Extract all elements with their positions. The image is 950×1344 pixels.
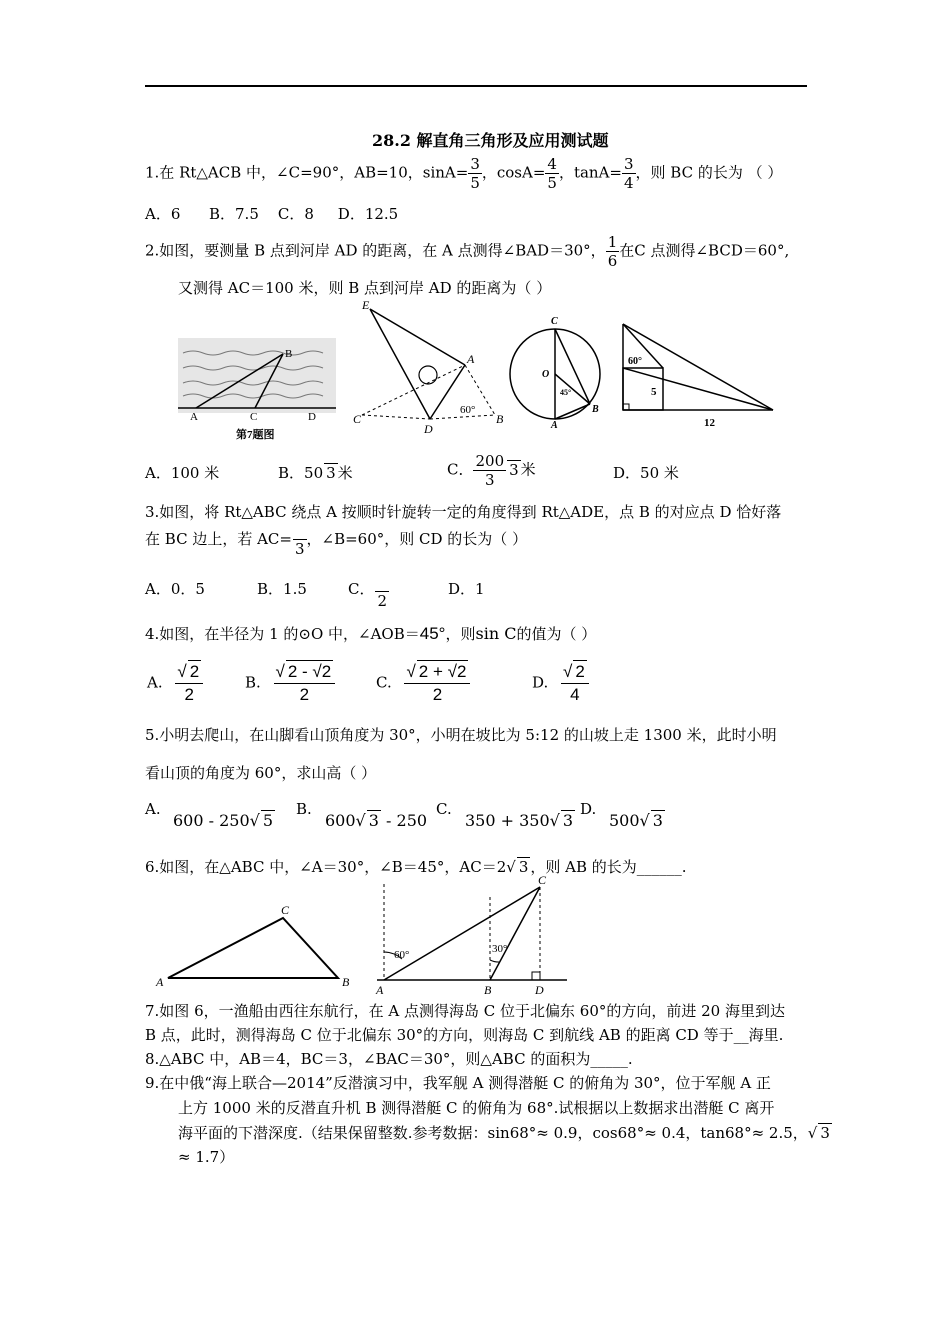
svg-text:C: C [281, 903, 290, 917]
q5-option-d-label: D. [580, 800, 597, 818]
svg-text:B: B [342, 975, 350, 989]
svg-text:5: 5 [651, 386, 657, 398]
svg-text:45°: 45° [560, 388, 572, 397]
figure-rotation [350, 297, 510, 437]
q4-option-c: C. $\frac{√ 2 + √2}{2}$ [376, 660, 470, 706]
svg-text:A: A [156, 975, 164, 989]
q3-option-b: B．1.5 [257, 580, 307, 598]
q3-option-d: D．1 [448, 580, 485, 598]
question-6: 6.如图，在△ABC 中，∠A＝30°，∠B＝45°，AC＝2√ 3 ，则 AB 的长为______. [145, 858, 687, 876]
point-label: D [308, 411, 316, 423]
fraction: $\frac{4}{5}$ [547, 155, 557, 192]
q1-options: A．6 B．7.5 C．8 D．12.5 [145, 205, 399, 223]
q5-option-d: 500√ 3 [609, 811, 663, 830]
question-9-line2: 上方 1000 米的反潜直升机 B 测得潜艇 C 的俯角为 68°.试根据以上数据求出潜艇 C 离开 [178, 1099, 775, 1117]
question-9-line3: 海平面的下潜深度.（结果保留整数.参考数据：sin68°≈ 0.9，cos68°≈ 0.4，tan68°≈ 2.5，√ 3 [178, 1124, 830, 1142]
svg-text:60°: 60° [460, 404, 476, 416]
question-4: 4.如图，在半径为 1 的⊙O 中，∠AOB＝45°，则sin C的值为（ ） [145, 624, 597, 643]
svg-text:D: D [424, 422, 433, 436]
fraction: $\frac{200}{3}$ [475, 452, 505, 489]
radical: 3 [294, 540, 305, 558]
q5-option-c: 350 + 350√ 3 [465, 811, 574, 830]
q3-option-c: C．2 [348, 580, 388, 610]
q3-option-a: A．0．5 [145, 580, 205, 598]
svg-text:60°: 60° [628, 356, 642, 367]
svg-text:O: O [542, 369, 550, 380]
point-label: A [190, 411, 198, 423]
radical: 3 [509, 460, 519, 479]
question-3-line2: 在 BC 边上，若 AC=3，∠B=60°，则 CD 的长为（ ） [145, 530, 528, 558]
svg-text:A: A [376, 983, 384, 997]
fraction: $\frac{3}{5}$ [470, 155, 480, 192]
figure-triangle-abc [148, 898, 368, 990]
svg-text:12: 12 [704, 417, 715, 429]
question-7-line2: B 点，此时，测得海岛 C 位于北偏东 30°的方向，则海岛 C 到航线 AB 的距离 CD 等于__海里. [145, 1026, 784, 1044]
question-5: 5.小明去爬山，在山脚看山顶角度为 30°，小明在坡比为 5:12 的山坡上走 1300 米，此时小明 [145, 726, 777, 744]
svg-text:B: B [592, 404, 599, 415]
q5-option-a-label: A. [145, 800, 161, 818]
svg-text:30°: 30° [492, 943, 508, 955]
figure-ship-island [372, 872, 572, 998]
svg-text:B: B [496, 412, 504, 426]
q5-option-a: 600 - 250√ 5 [173, 811, 274, 830]
question-2: 2.如图，要测量 B 点到河岸 AD 的距离，在 A 点测得∠BAD＝30°， $\frac{1}{6}$ 在C 点测得∠BCD＝60°, [145, 233, 790, 270]
svg-text:E: E [362, 298, 370, 312]
question-7: 7.如图 6，一渔船由西往东航行，在 A 点测得海岛 C 位于北偏东 60°的方向，前进 20 海里到达 [145, 1002, 785, 1020]
radical: 3 [326, 464, 336, 482]
q2-option-d: D．50 米 [613, 464, 679, 482]
figure-rectangle-triangle [618, 322, 783, 432]
fraction: $\frac{1}{6}$ [607, 233, 618, 270]
point-label: C [250, 411, 258, 423]
header-rule [145, 85, 807, 87]
question-1: 1.在 Rt△ACB 中，∠C=90°，AB=10，sinA= $\frac{3}{5}$ ，cosA= $\frac{4}{5}$ ，tanA= $\frac{3}{4}$ ，则 BC 的长为 （ ） [145, 155, 783, 192]
q2-option-b: B．50 3 米 [278, 464, 353, 482]
question-9: 9.在中俄“海上联合—2014”反潜演习中，我军舰 A 测得潜艇 C 的俯角为 30°，位于军舰 A 正 [145, 1074, 771, 1092]
figure-caption: 第7题图 [236, 429, 275, 441]
question-3: 3.如图，将 Rt△ABC 绕点 A 按顺时针旋转一定的角度得到 Rt△ADE，点 B 的对应点 D 恰好落 [145, 503, 782, 521]
svg-text:C: C [353, 412, 362, 426]
svg-text:B: B [484, 983, 492, 997]
q5-option-b: 600√ 3 - 250 [325, 811, 428, 830]
svg-text:A: A [551, 420, 558, 431]
svg-text:60°: 60° [394, 949, 410, 961]
fraction: $\frac{3}{4}$ [623, 155, 634, 192]
q4-option-a: A. $\frac{√ 2}{2}$ [147, 660, 203, 706]
question-5-line2: 看山顶的角度为 60°，求山高（ ） [145, 764, 377, 782]
figure-circle [508, 312, 608, 432]
point-label: B [285, 348, 293, 360]
question-8: 8.△ABC 中，AB＝4，BC＝3，∠BAC＝30°，则△ABC 的面积为_____. [145, 1050, 633, 1068]
q2-option-a: A．100 米 [145, 464, 220, 482]
q4-option-b: B. $\frac{√ 2 - √2}{2}$ [245, 660, 335, 706]
svg-text:C: C [551, 316, 558, 327]
page-title: 28.2 解直角三角形及应用测试题 [372, 131, 609, 150]
q2-option-c: C． $\frac{200}{3}$ 3 米 [447, 452, 536, 489]
question-9-line4: ≈ 1.7） [178, 1148, 235, 1166]
q4-option-d: D. $\frac{√ 2}{4}$ [532, 660, 589, 706]
svg-text:C: C [538, 873, 547, 887]
question-2-line2: 又测得 AC＝100 米，则 B 点到河岸 AD 的距离为（ ） [178, 279, 552, 297]
svg-text:D: D [535, 983, 544, 997]
radical: 2 [377, 592, 388, 610]
q5-option-b-label: B. [296, 800, 312, 818]
svg-text:A: A [467, 352, 475, 366]
figure-river [178, 338, 338, 443]
q5-option-c-label: C. [436, 800, 452, 818]
